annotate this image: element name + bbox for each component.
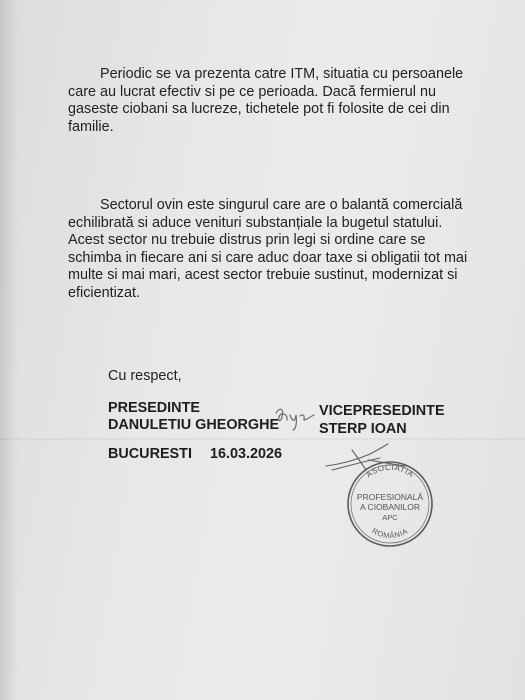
association-stamp [342,458,438,550]
stamp-top-arc-text: ASOCIATIA [364,462,416,480]
stamp-line-1: PROFESIONALĂ [356,492,424,502]
stamp-bottom-arc-text: ROMÂNIA [370,526,410,541]
stamp-line-3: APC [382,513,398,522]
paragraph-sheep-sector: Sectorul ovin este singurul care are o balantă comercială echilibrată si aduce venituri substanțiale la bugetul statului. Acest sector nu trebuie distrus prin legi si ordine care se schimba in fiecare ani si care aduc doar taxe si obligatii tot mai multe si mai mari, acest sector trebuie sustinut, modernizat si eficientizat. [68,197,468,301]
vice-president-title: VICEPRESEDINTE [319,403,445,419]
paper-fold [0,438,525,440]
date: 16.03.2026 [210,446,283,462]
stamp-line-2: A CIOBANILOR [360,502,420,512]
president-signature [272,405,320,431]
vice-president-name: STERP IOAN [319,421,407,437]
president-name: DANULETIU GHEORGHE [108,417,280,433]
president-title: PRESEDINTE [108,400,200,416]
paragraph-itm-reporting: Periodic se va prezenta catre ITM, situatia cu persoanele care au lucrat efectiv si pe ce perioada. Dacă fermierul nu gaseste ciobani sa lucreze, tichetele pot fi folosite de cei din familie. [68,66,464,135]
page-shadow [0,0,18,700]
closing-salutation: Cu respect, [108,368,182,384]
place: BUCURESTI [108,446,192,462]
